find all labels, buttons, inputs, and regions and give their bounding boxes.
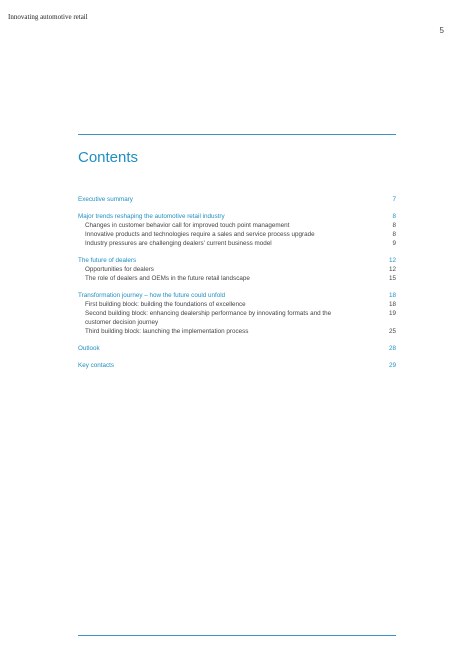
toc-subentry[interactable] [78, 300, 396, 309]
toc-subentry-page: 8 [392, 231, 396, 238]
toc-subentry[interactable] [78, 274, 396, 283]
running-header: Innovating automotive retail [8, 13, 88, 21]
toc-section [78, 361, 396, 370]
toc-entry-page: 29 [388, 362, 396, 369]
toc-subentry[interactable] [78, 309, 396, 327]
toc-subentry-title: Changes in customer behavior call for improved touch point management [85, 222, 290, 229]
toc-entry-page: 7 [392, 196, 396, 203]
toc-section [78, 291, 396, 336]
toc-subentry-page: 19 [388, 310, 396, 317]
toc-subentry-page: 9 [392, 240, 396, 247]
toc-entry[interactable] [78, 212, 396, 221]
toc-subentry[interactable] [78, 239, 396, 248]
toc-section [78, 212, 396, 248]
toc-subentry-title: Innovative products and technologies require a sales and service process upgrade [85, 231, 315, 238]
toc-entry[interactable] [78, 256, 396, 265]
toc-entry-page: 12 [388, 257, 396, 264]
toc-entry[interactable] [78, 195, 396, 204]
toc-entry[interactable] [78, 361, 396, 370]
toc-subentry-page: 8 [392, 222, 396, 229]
toc-subentry[interactable] [78, 265, 396, 274]
toc-subentry-page: 18 [388, 301, 396, 308]
bottom-divider [78, 635, 396, 636]
toc-entry-page: 28 [388, 345, 396, 352]
toc-subentry-title: Opportunities for dealers [85, 266, 154, 273]
toc-entry[interactable] [78, 291, 396, 300]
page-number: 5 [439, 26, 444, 35]
toc-section [78, 256, 396, 283]
toc-subentry[interactable] [78, 230, 396, 239]
toc-entry-title: Outlook [78, 345, 100, 352]
toc-entry-title: The future of dealers [78, 257, 137, 264]
toc-subentry-title: Industry pressures are challenging dealers' current business model [85, 240, 272, 247]
toc-subentry[interactable] [78, 327, 396, 336]
toc-subentry-title: First building block: building the foundations of excellence [85, 301, 246, 308]
toc-subentry-page: 25 [388, 328, 396, 335]
top-divider [78, 134, 396, 135]
toc-section [78, 195, 396, 204]
toc-subentry-title: Second building block: enhancing dealership performance by innovating formats and the customer decision journey [85, 310, 332, 326]
toc-subentry-title: Third building block: launching the implementation process [85, 328, 249, 335]
toc-entry-title: Transformation journey – how the future could unfold [78, 292, 226, 299]
toc-entry-page: 8 [392, 213, 396, 220]
toc-entry-title: Major trends reshaping the automotive retail industry [78, 213, 225, 220]
toc-entry-page: 18 [388, 292, 396, 299]
toc-subentry[interactable] [78, 221, 396, 230]
contents-title: Contents [78, 149, 139, 166]
toc-subentry-title: The role of dealers and OEMs in the future retail landscape [85, 275, 250, 282]
table-of-contents [78, 195, 396, 378]
toc-section [78, 344, 396, 353]
toc-entry-title: Executive summary [78, 196, 133, 203]
toc-entry-title: Key contacts [78, 362, 115, 369]
toc-entry[interactable] [78, 344, 396, 353]
toc-subentry-page: 12 [388, 266, 396, 273]
toc-subentry-page: 15 [388, 275, 396, 282]
